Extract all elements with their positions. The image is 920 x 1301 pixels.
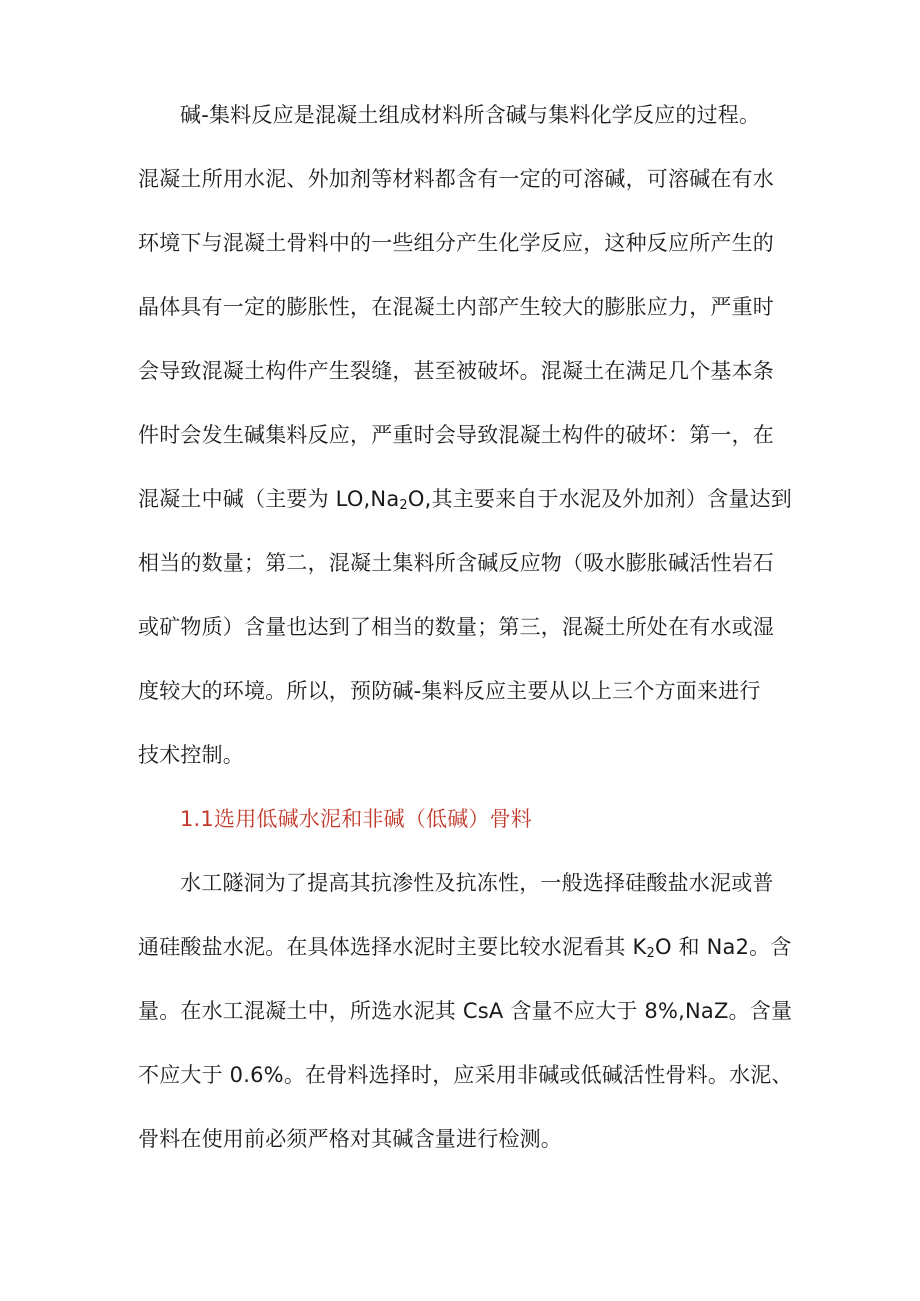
paragraph-2-line-1: 水工隧洞为了提高其抗渗性及抗冻性，一般选择硅酸盐水泥或普 [180, 871, 774, 895]
paragraph-2-line-3: 量。在水工混凝土中，所选水泥其 CsA 含量不应大于 8%,NaZ。含量 [138, 999, 793, 1023]
paragraph-1-line-3: 环境下与混凝土骨料中的一些组分产生化学反应，这种反应所产生的 [138, 231, 774, 255]
paragraph-1-line-5: 会导致混凝土构件产生裂缝，甚至被破坏。混凝土在满足几个基本条 [138, 359, 774, 383]
p2-line-2-text-before: 通硅酸盐水泥。在具体选择水泥时主要比较水泥看其 K [138, 935, 647, 959]
paragraph-1-line-6: 件时会发生碱集料反应，严重时会导致混凝土构件的破坏：第一，在 [138, 423, 774, 447]
paragraph-1-line-2: 混凝土所用水泥、外加剂等材料都含有一定的可溶碱，可溶碱在有水 [138, 167, 774, 191]
line-7-text-before: 混凝土中碱（主要为 LO,Na [138, 487, 400, 511]
p2-line-2-subscript: 2 [646, 946, 655, 961]
line-7-subscript: 2 [399, 498, 408, 513]
paragraph-1-line-11: 技术控制。 [138, 743, 244, 767]
line-7-text-after: O,其主要来自于水泥及外加剂）含量达到 [407, 487, 792, 511]
paragraph-2-line-4: 不应大于 0.6%。在骨料选择时，应采用非碱或低碱活性骨料。水泥、 [138, 1063, 793, 1087]
paragraph-1-line-1: 碱-集料反应是混凝土组成材料所含碱与集料化学反应的过程。 [180, 103, 761, 127]
paragraph-1-line-8: 相当的数量；第二，混凝土集料所含碱反应物（吸水膨胀碱活性岩石 [138, 551, 774, 575]
paragraph-1-line-4: 晶体具有一定的膨胀性，在混凝土内部产生较大的膨胀应力，严重时 [138, 295, 774, 319]
paragraph-1-line-10: 度较大的环境。所以，预防碱-集料反应主要从以上三个方面来进行 [138, 679, 761, 703]
paragraph-1-line-9: 或矿物质）含量也达到了相当的数量；第三，混凝土所处在有水或湿 [138, 615, 774, 639]
p2-line-2-text-after: O 和 Na2。含 [654, 935, 792, 959]
paragraph-1-line-7 [138, 484, 792, 514]
paragraph-2-line-5: 骨料在使用前必须严格对其碱含量进行检测。 [138, 1127, 562, 1151]
paragraph-2-line-2 [138, 932, 792, 962]
section-heading: 1.1选用低碱水泥和非碱（低碱）骨料 [180, 807, 532, 831]
